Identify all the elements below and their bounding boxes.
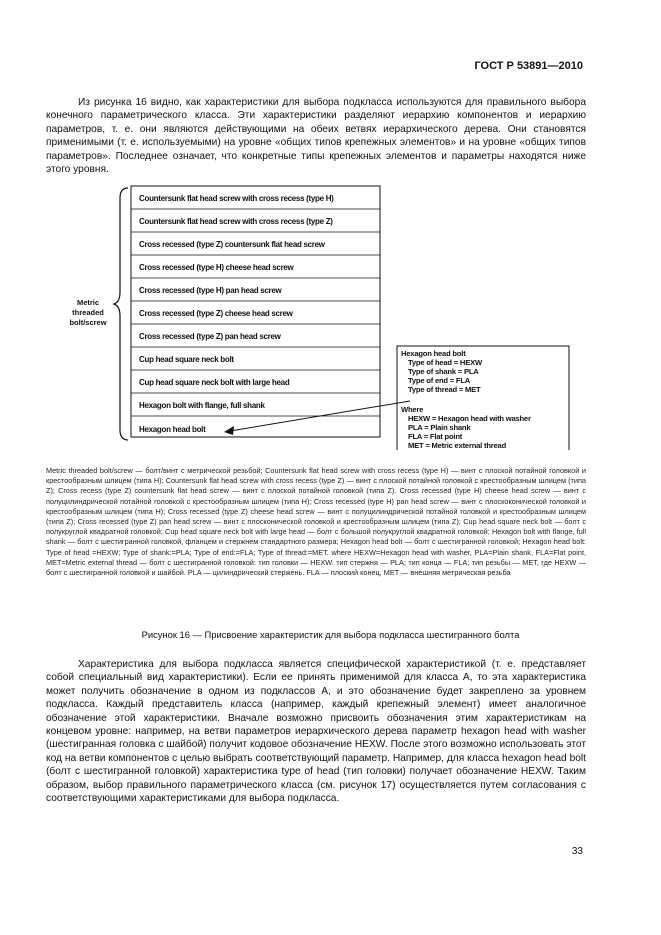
figure-title: Рисунок 16 — Присвоение характеристик для выбора подкласса шестигранного болта — [141, 629, 520, 640]
figure-legend: Metric threaded bolt/screw — болт/винт с метрической резьбой; Countersunk flat head screw with cross recess (type H) — винт с плоской потайной головкой и крестообразным шлицем (типа H); Countersunk flat head screw with cross recess (type Z) — винт с плоской потайной головкой с крестообразным шлицем (типа Z); Cross recess (type Z) countersunk flat head screw — винт с плоской потайной головкой (типа Z). Cross recessed (type H) cheese head screw — винт с полуцилиндрической потайной головкой с крестообразным шлицем (типа H); Cross recessed (type H) pan head screw — винт с плоскоконической головкой и крестообразным шлицем (типа H); Cross recessed (type Z) cheese head screw — винт с полуцилиндрической потайной головкой и крестообразным шлицем (типа Z); Cross recessed (type Z) pan head screw — винт с плосконической головкой и крестообразным шлицем (типа Z); Cup head square neck bolt — болт с полукруглой квадратной головкой; Cup head square neck bolt with large head — болт с большой полукруглой квадратной головкой; Hexagon bolt with flange, full shank — болт с шестигранной головкой, фланцем и стержнем стандартного размера; Hexagon head bolt — болт с шестигранной головкой; Hexagon head bolt: Type of head =HEXW; Type of shank:=PLA; Type of end:=FLA; Type of thread:=MET. where HEXW=Hexagon head with washer, PLA=Plain shank, FLA=Flat point, MET=Metric external thread — болт с шестигранной головкой: тип головки — HEXW. тип стержня — PLA; тип конца — FLA; тип резьбы — MET, где HEXW — болт с шестигранной головкой и шайбой. PLA — цилиндрический стержень. FLA — плоский конец, MET — внешняя метрическая резьба — [46, 466, 586, 578]
row-cup-head-bolt: Cup head square neck bolt — [139, 355, 234, 364]
row-countersunk-type-h: Countersunk flat head screw with cross recess (type H) — [139, 194, 334, 203]
side-label-line-3: bolt/screw — [69, 318, 107, 327]
row-cross-h-cheese: Cross recessed (type H) cheese head screw — [139, 263, 294, 272]
side-label-line-2: threaded — [72, 308, 104, 317]
row-hexagon-flange: Hexagon bolt with flange, full shank — [139, 401, 265, 410]
hexagon-note-box — [397, 346, 569, 450]
note-pla-def: PLA = Plain shank — [408, 423, 471, 432]
page-number: 33 — [571, 846, 583, 857]
row-cross-h-pan: Cross recessed (type H) pan head screw — [139, 286, 282, 295]
row-cup-head-large: Cup head square neck bolt with large head — [139, 378, 290, 387]
note-met-def: MET = Metric external thread — [408, 441, 507, 450]
row-cross-z-pan: Cross recessed (type Z) pan head screw — [139, 332, 281, 341]
body-paragraph: Характеристика для выбора подкласса является специфической характеристикой (т. е. представляет собой специальный вид характеристики). Если ее принять применимой для класса А, то эта характеристика может получить обозначение в одном из подклассов А, и это обозначение будет закреплено за уровнем подкласса. Каждый представитель класса (например, каждый крепежный элемент) имеет аналогичное обозначение этой характеристики. Вначале возможно присвоить обозначения этим характеристикам на концевом уровне: например, на ветви параметров иерархического дерева параметр hexagon head with washer (шестигранная головка с шайбой) получит кодовое обозначение HEXW. После этого возможно использовать этот код на ветви компонентов с целью выбрать соответствующий параметр. Например, для класса hexagon head bolt (болт с шестигранной головкой) характеристика type of head (тип головки) получает обозначение HEXW. Таким образом, выбор правильного параметрического класса (см. рисунок 17) осуществляется путем согласования с соответствующими характеристиками для выбора подкласса. — [46, 659, 586, 805]
intro-paragraph: Из рисунка 16 видно, как характеристики для выбора подкласса используются для правильного выбора конечного параметрического класса. Эти характеристики разделяют иерархию компонентов и иерархию параметров, т. е. они являются действующими на обеих ветвях иерархического дерева. Они становятся применимыми (т. е. используемыми) на уровне «общих типов крепежных элементов» и на уровне «общих типов параметров». Последнее означает, что конкретные типы крепежных элементов и параметры находятся ниже этого уровня. — [46, 97, 586, 176]
note-type-of-end: Type of end = FLA — [408, 376, 471, 385]
note-where: Where — [401, 405, 424, 414]
row-cross-z-countersunk: Cross recessed (type Z) countersunk flat head screw — [139, 240, 325, 249]
hierarchy-brace — [114, 188, 128, 440]
side-label-line-1: Metric — [76, 298, 100, 307]
row-countersunk-type-z: Countersunk flat head screw with cross recess (type Z) — [139, 217, 333, 226]
subclass-figure — [0, 180, 661, 450]
note-title: Hexagon head bolt — [401, 349, 466, 358]
note-fla-def: FLA = Flat point — [408, 432, 463, 441]
note-type-of-head: Type of head = HEXW — [408, 358, 482, 367]
rows-stack — [131, 186, 380, 437]
document-code: ГОСТ Р 53891—2010 — [474, 60, 583, 72]
note-hexw-def: HEXW = Hexagon head with washer — [408, 414, 531, 423]
note-type-of-shank: Type of shank = PLA — [408, 367, 479, 376]
row-hexagon-head-bolt: Hexagon head bolt — [139, 425, 206, 434]
note-type-of-thread: Type of thread = MET — [408, 385, 481, 394]
row-cross-z-cheese: Cross recessed (type Z) cheese head screw — [139, 309, 293, 318]
